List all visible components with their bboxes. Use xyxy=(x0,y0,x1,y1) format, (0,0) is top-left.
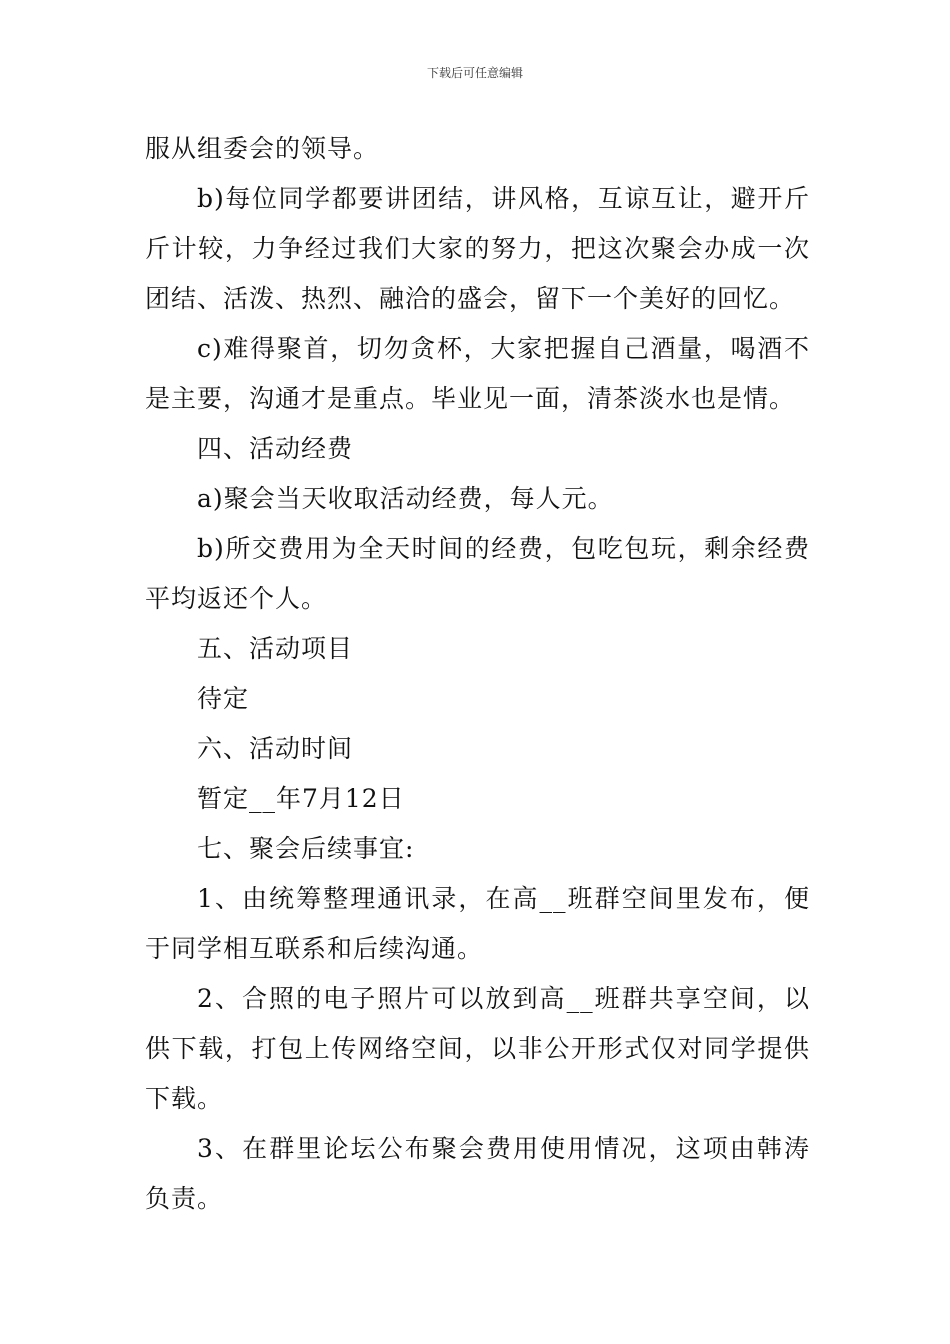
paragraph-item-a-fee: a)聚会当天收取活动经费，每人元。 xyxy=(197,484,614,513)
paragraph-item-b-unity: b)每位同学都要讲团结，讲风格，互谅互让，避开斤斤计较，力争经过我们大家的努力，把这次聚会办成一次团结、活泼、热烈、融洽的盛会，留下一个美好的回忆。 xyxy=(145,184,810,313)
paragraph-follow-up-3: 3、在群里论坛公布聚会费用使用情况，这项由韩涛负责。 xyxy=(145,1134,810,1213)
paragraph-follow-up-1: 1、由统筹整理通讯录，在高__班群空间里发布，便于同学相互联系和后续沟通。 xyxy=(145,884,810,963)
section-heading-activities: 五、活动项目 xyxy=(197,634,354,663)
section-heading-funds: 四、活动经费 xyxy=(197,434,354,463)
paragraph-tentative-date: 暂定__年7月12日 xyxy=(197,784,405,813)
document-body xyxy=(145,124,810,1224)
paragraph-item-c-drinking: c)难得聚首，切勿贪杯，大家把握自己酒量，喝酒不是主要，沟通才是重点。毕业见一面，清茶淡水也是情。 xyxy=(145,334,810,413)
paragraph-item-b-fee-usage: b)所交费用为全天时间的经费，包吃包玩，剩余经费平均返还个人。 xyxy=(145,534,810,613)
paragraph-activities-tbd: 待定 xyxy=(197,684,250,713)
section-heading-follow-up: 七、聚会后续事宜: xyxy=(197,834,415,863)
page-header-note: 下载后可任意编辑 xyxy=(426,66,523,80)
paragraph-follow-up-2: 2、合照的电子照片可以放到高__班群共享空间，以供下载，打包上传网络空间，以非公开形式仅对同学提供下载。 xyxy=(145,984,810,1113)
section-heading-time: 六、活动时间 xyxy=(197,734,354,763)
paragraph-continuation: 服从组委会的领导。 xyxy=(145,134,380,163)
